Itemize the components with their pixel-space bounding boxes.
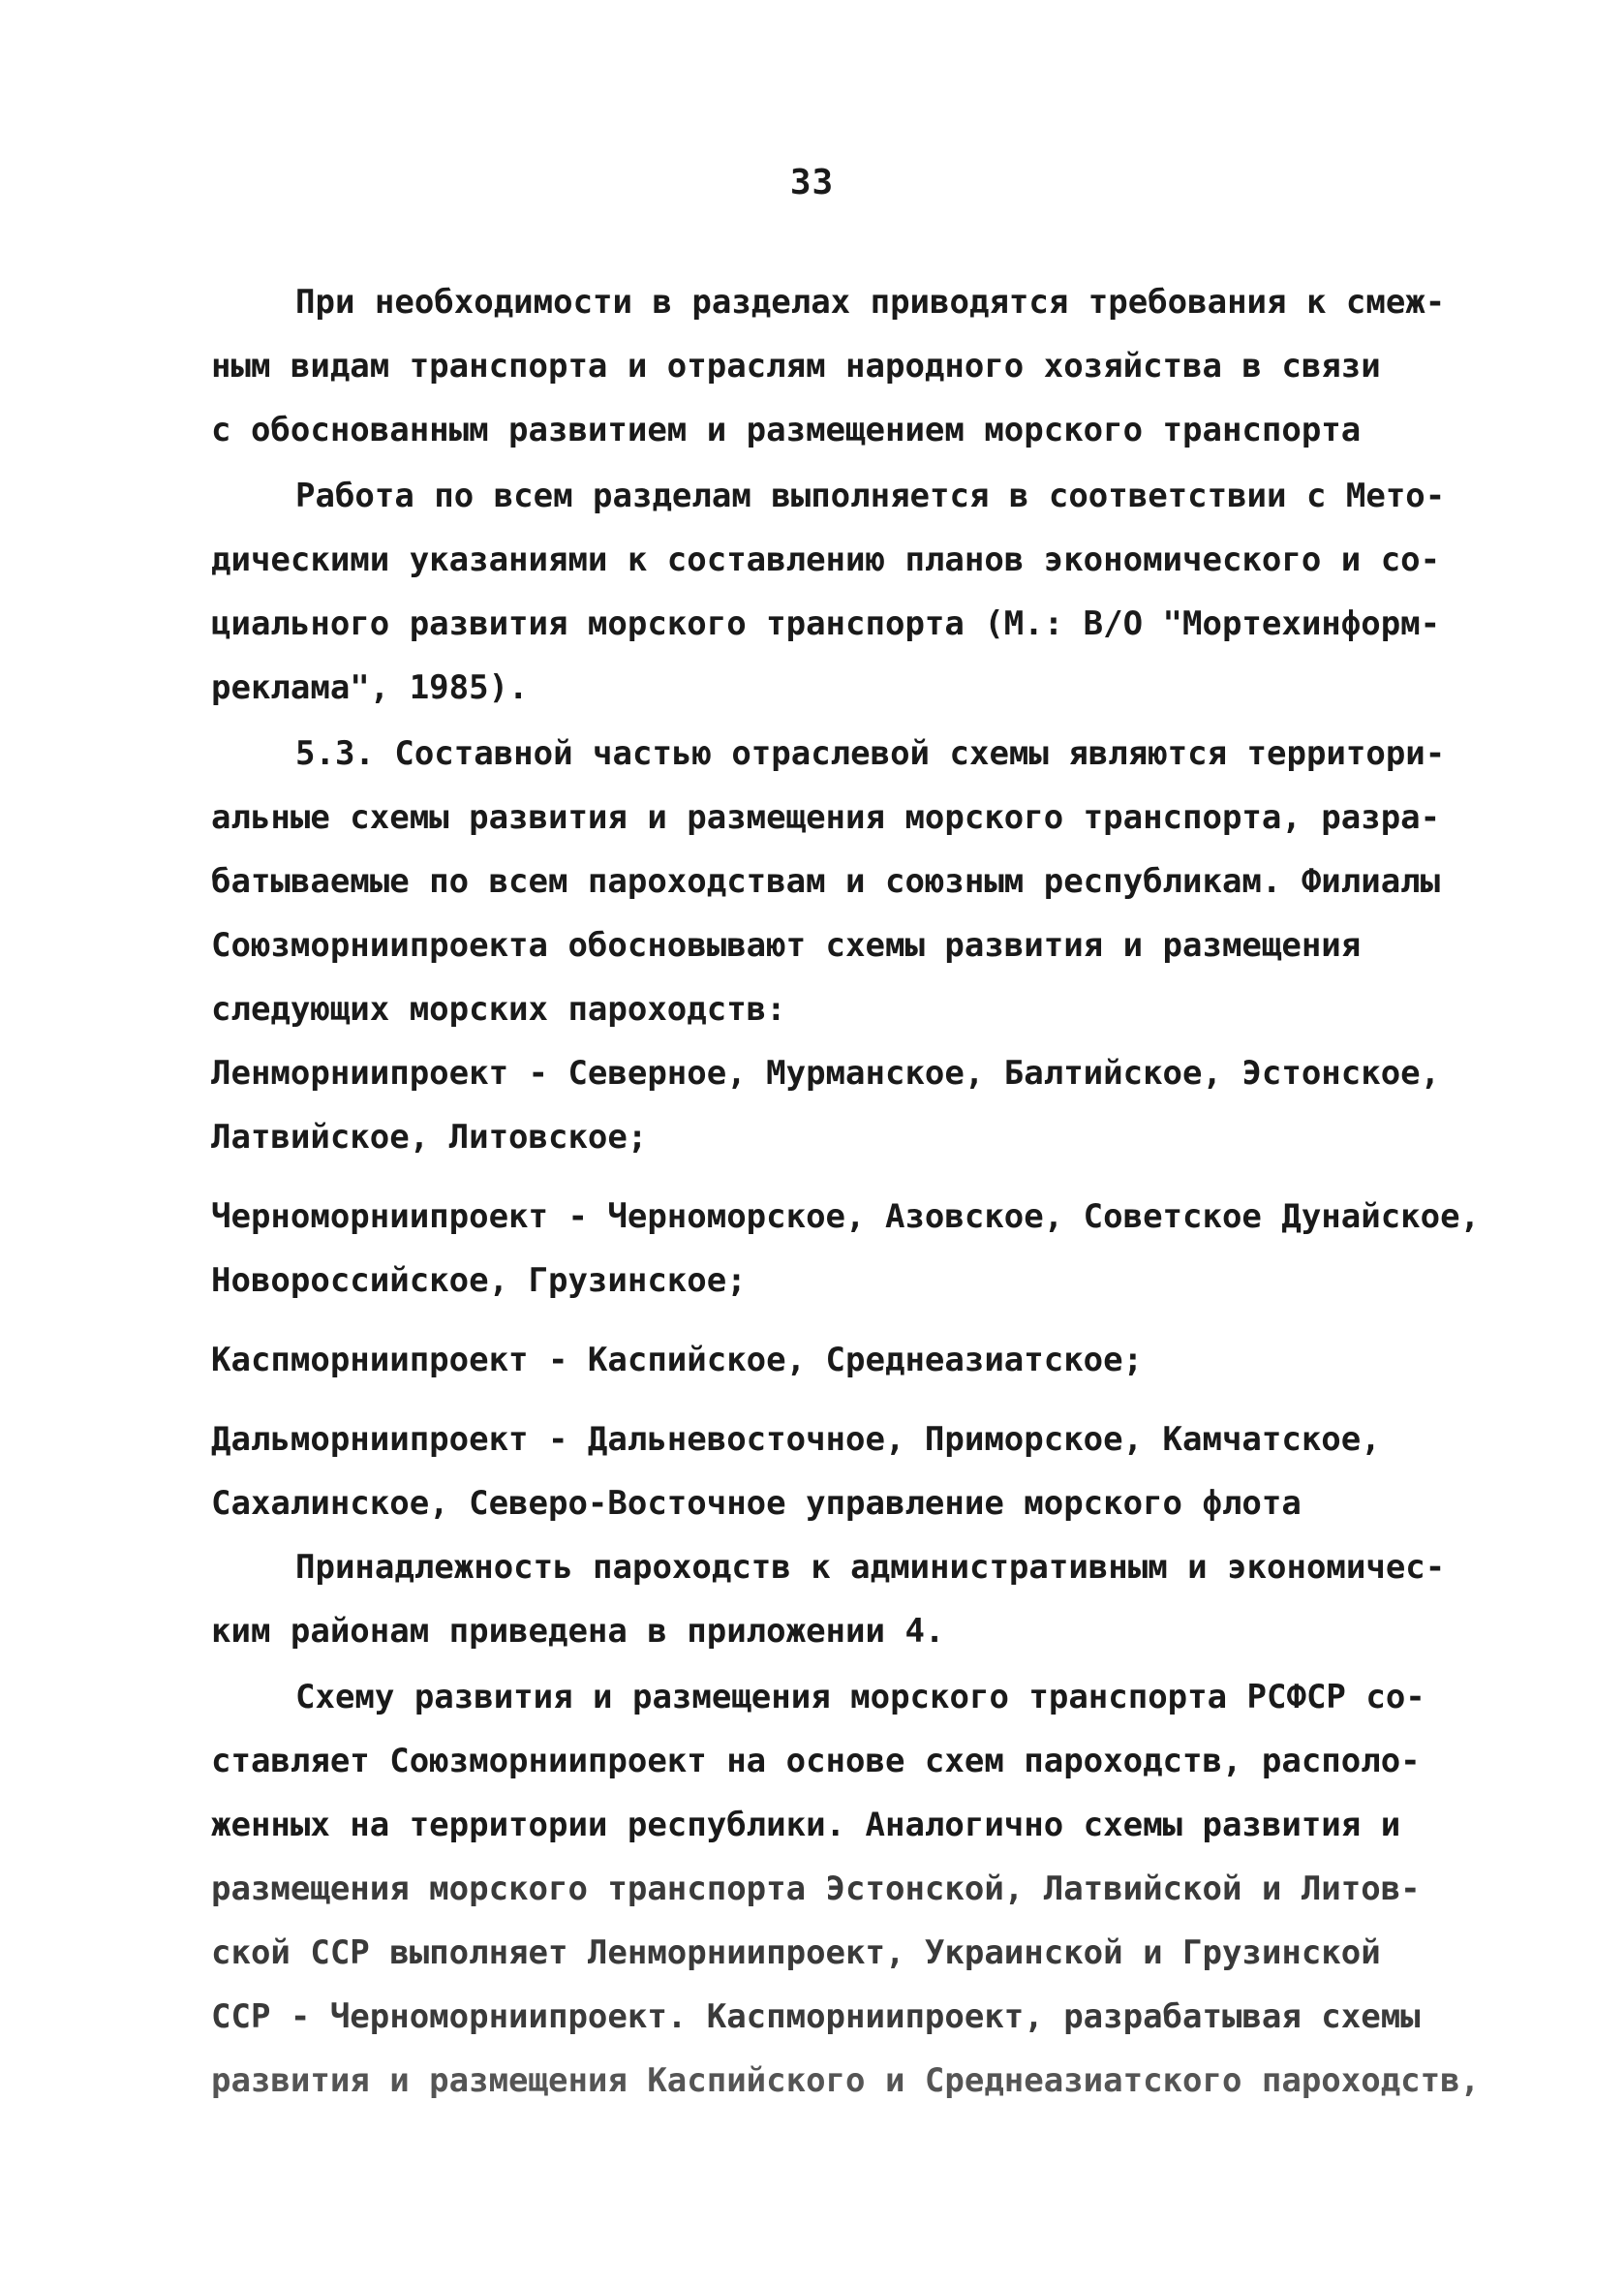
text-line: развития и размещения Каспийского и Среднеазиатского пароходств, [211,2061,1481,2100]
text-line: 5.3. Составной частью отраслевой схемы являются территори- [295,734,1446,773]
text-line: Сахалинское, Северо-Восточное управление морского флота [211,1484,1302,1523]
text-line: Схему развития и размещения морского транспорта РСФСР со- [295,1678,1425,1716]
text-line: с обоснованным развитием и размещением морского транспорта [211,411,1362,449]
text-line: следующих морских пароходств: [211,990,786,1029]
text-line: Каспморниипроект - Каспийское, Среднеазиатское; [211,1341,1144,1379]
text-line: Новороссийское, Грузинское; [211,1261,747,1300]
text-line: реклама", 1985). [211,668,529,707]
text-line: ным видам транспорта и отраслям народного хозяйства в связи [211,347,1381,386]
page-number: 33 [789,163,835,202]
text-line: Союзморниипроекта обосновывают схемы развития и размещения [211,926,1362,965]
text-line: Черноморниипроект - Черноморское, Азовское, Советское Дунайское, [211,1197,1481,1236]
text-line: размещения морского транспорта Эстонской, Латвийской и Литов- [211,1870,1421,1908]
text-line: ССР - Черноморниипроект. Каспморниипроект, разрабатывая схемы [211,1997,1421,2036]
text-line: При необходимости в разделах приводятся требования к смеж- [295,283,1446,322]
text-line: ким районам приведена в приложении 4. [211,1612,945,1651]
text-line: Дальморниипроект - Дальневосточное, Приморское, Камчатское, [211,1420,1381,1459]
text-line: Принадлежность пароходств к административным и экономичес- [295,1548,1446,1587]
text-line: женных на территории республики. Аналогично схемы развития и [211,1806,1401,1844]
text-line: Ленморниипроект - Северное, Мурманское, Балтийское, Эстонское, [211,1054,1441,1093]
text-line: Работа по всем разделам выполняется в соответствии с Мето- [295,477,1446,515]
text-line: Латвийское, Литовское; [211,1118,648,1157]
text-line: альные схемы развития и размещения морского транспорта, разра- [211,798,1441,837]
text-line: циального развития морского транспорта (М.: В/О "Мортехинформ- [211,604,1441,643]
text-line: батываемые по всем пароходствам и союзным республикам. Филиалы [211,862,1441,901]
text-line: дическими указаниями к составлению планов экономического и со- [211,541,1441,579]
text-line: ставляет Союзморниипроект на основе схем пароходств, располо- [211,1742,1421,1780]
text-line: ской ССР выполняет Ленморниипроект, Украинской и Грузинской [211,1933,1381,1972]
